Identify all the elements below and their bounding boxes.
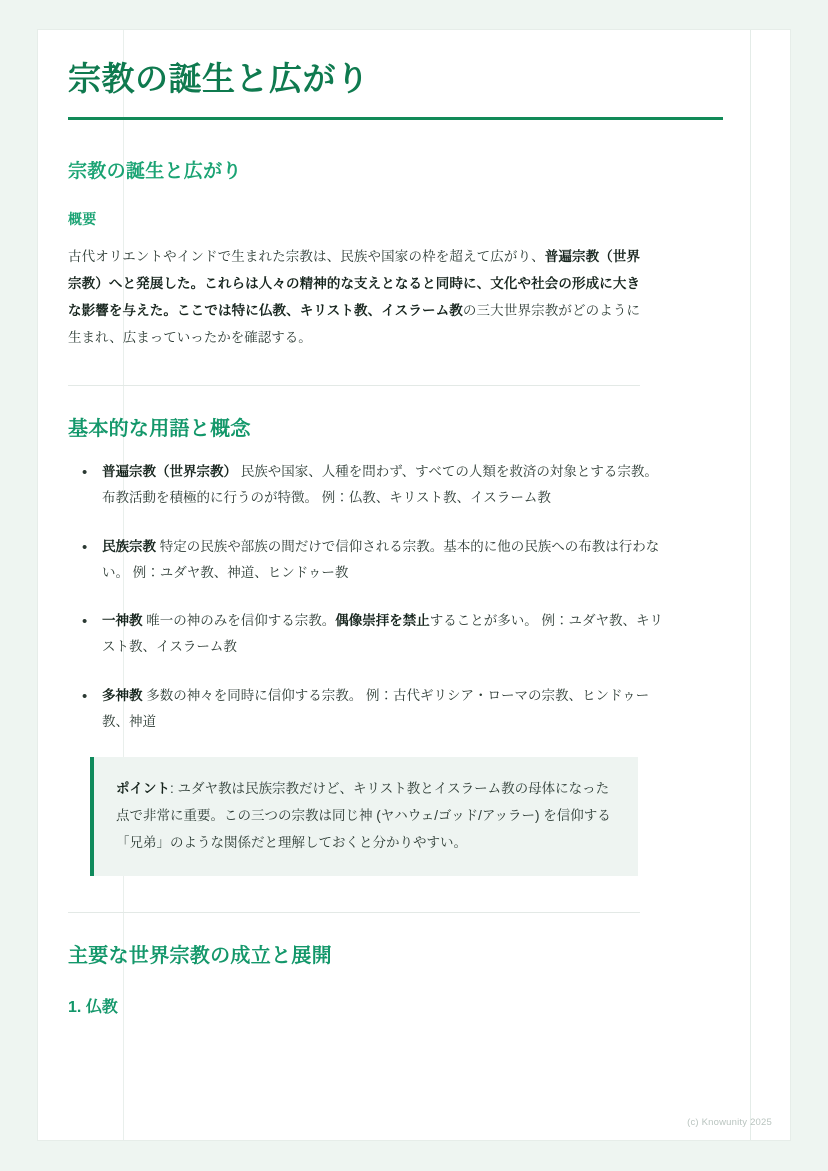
section-heading: 宗教の誕生と広がり [68,160,242,182]
term-name: 多神教 [102,687,143,703]
overview-text-bold: 普遍宗教（世界宗教）へと発展した。これらは人々の精神的な支えとなると同時に、文化や社会の形成に大きな影響を与えた。ここでは特に仏教、キリスト教、イスラーム教 [68,248,641,318]
list-item [90,608,670,661]
term-desc-emphasis: 偶像崇拝を禁止 [335,613,430,629]
list-item [90,459,670,512]
term-desc: 特定の民族や部族の間だけで信仰される宗教。基本的に他の民族への布教は行わない。 例：ユダヤ教、神道、ヒンドゥー教 [102,538,660,580]
callout-label: ポイント [116,781,170,797]
point-callout [90,757,638,876]
term-desc: 多数の神々を同時に信仰する宗教。 例：古代ギリシア・ローマの宗教、ヒンドゥー教、神道 [102,687,650,730]
callout-body: : ユダヤ教は民族宗教だけど、キリスト教とイスラーム教の母体になった点で非常に重要。この三つの宗教は同じ神 (ヤハウェ/ゴッド/アッラー) を信仰する「兄弟」のような関係だと理解しておくと分かりやすい。 [116,781,611,851]
list-item [90,683,670,736]
callout-text [116,775,616,856]
overview-paragraph [68,243,640,351]
section-divider-2 [68,912,640,913]
terms-heading: 基本的な用語と概念 [68,417,251,440]
document-page [38,30,790,1140]
margin-guide-right [750,30,751,1140]
overview-text-part1: 古代オリエントやインドで生まれた宗教は、民族や国家の枠を超えて広がり、 [68,248,545,264]
term-name: 民族宗教 [102,538,156,554]
term-name: 一神教 [102,613,143,629]
subsection-buddhism: 1. 仏教 [68,999,118,1017]
document-content [68,58,668,1017]
title-underline [68,117,723,120]
major-religions-heading: 主要な世界宗教の成立と展開 [68,945,332,968]
section-divider-1 [68,385,640,386]
term-desc-after: することが多い。 例：ユダヤ教、キリスト教、イスラーム教 [102,613,664,655]
term-name: 普遍宗教（世界宗教） [102,463,237,479]
overview-text-part2: の三大世界宗教がどのように生まれ、広まっていったかを確認する。 [68,302,640,345]
term-desc-before: 唯一の神のみを信仰する宗教。 [142,613,336,629]
footer-credit: (c) Knowunity 2025 [687,1117,772,1128]
page-title: 宗教の誕生と広がり [68,60,370,97]
overview-label: 概要 [68,210,97,227]
term-desc: 民族や国家、人種を問わず、すべての人類を救済の対象とする宗教。布教活動を積極的に行うのが特徴。 例：仏教、キリスト教、イスラーム教 [102,463,658,506]
terms-list [68,459,670,736]
list-item [90,534,670,587]
